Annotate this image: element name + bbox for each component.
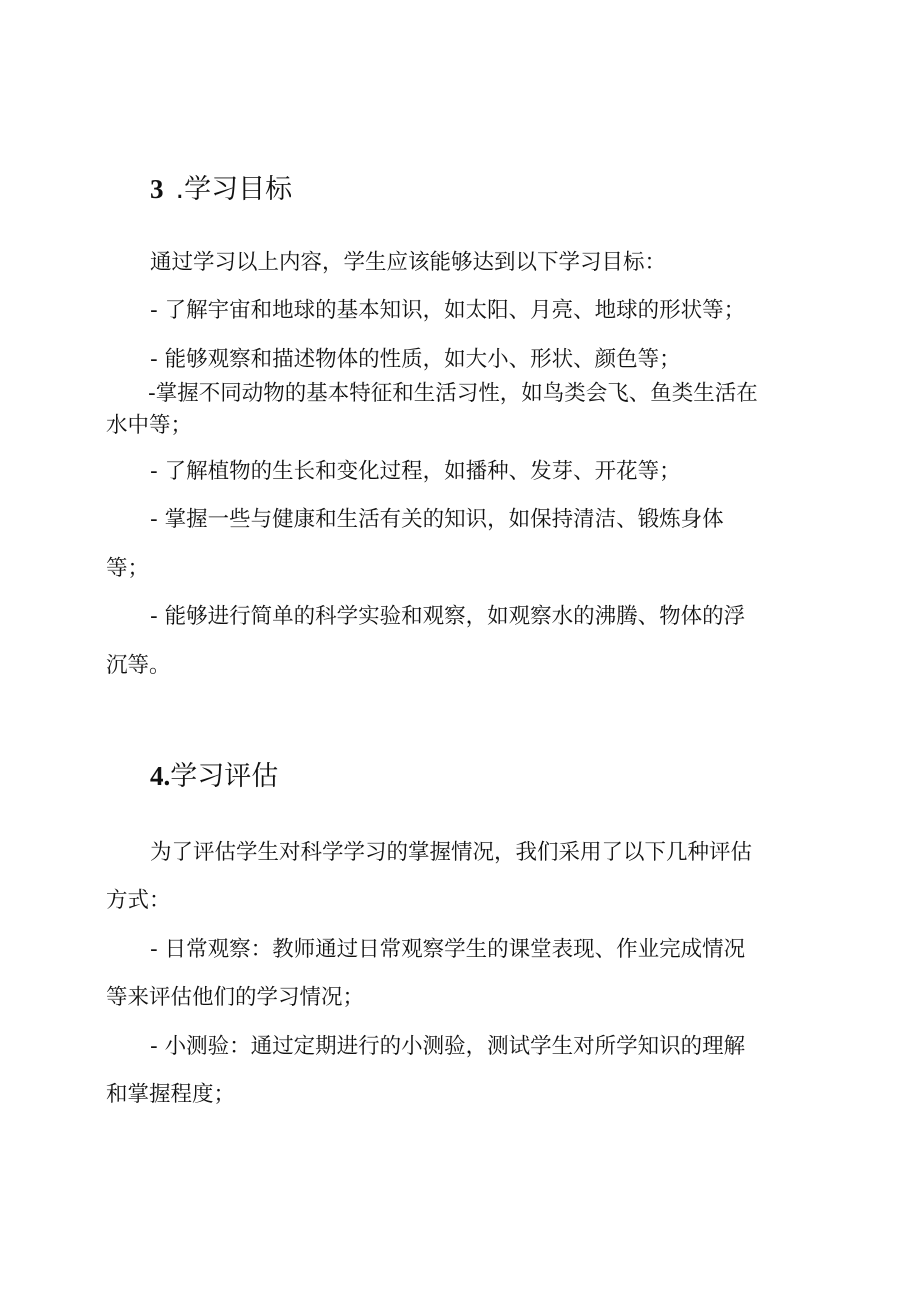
section-4-intro: 为了评估学生对科学学习的掌握情况，我们采用了以下几种评估 (150, 840, 753, 865)
section-4-number: 4. (150, 761, 171, 791)
list-item-continuation: 沉等。 (106, 653, 171, 678)
list-item-continuation: 等来评估他们的学习情况； (106, 985, 365, 1010)
list-item: - 了解植物的生长和变化过程，如播种、发芽、开花等； (150, 459, 681, 484)
list-item: - 能够进行简单的科学实验和观察，如观察水的沸腾、物体的浮 (150, 604, 746, 629)
list-item: -掌握不同动物的基本特征和生活习性，如鸟类会飞、鱼类生活在 (148, 381, 758, 406)
list-item: - 日常观察：教师通过日常观察学生的课堂表现、作业完成情况 (150, 937, 746, 962)
section-3-number: 3 (150, 174, 164, 204)
list-item: - 了解宇宙和地球的基本知识，如太阳、月亮、地球的形状等； (150, 298, 746, 323)
list-item-continuation: 等； (106, 556, 150, 581)
section-3-title: .学习目标 (175, 174, 293, 205)
list-item-continuation: 和掌握程度； (106, 1082, 236, 1107)
section-3-heading (150, 173, 292, 206)
section-4-title: 学习评估 (170, 761, 279, 792)
list-item: - 小测验：通过定期进行的小测验，测试学生对所学知识的理解 (150, 1034, 746, 1059)
section-4-intro-continuation: 方式： (106, 888, 171, 913)
section-3-intro: 通过学习以上内容，学生应该能够达到以下学习目标： (150, 250, 667, 275)
section-4-heading (150, 760, 278, 793)
list-item: - 掌握一些与健康和生活有关的知识，如保持清洁、锻炼身体 (150, 507, 724, 532)
list-item: - 能够观察和描述物体的性质，如大小、形状、颜色等； (150, 347, 681, 372)
list-item-continuation: 水中等； (106, 413, 193, 438)
